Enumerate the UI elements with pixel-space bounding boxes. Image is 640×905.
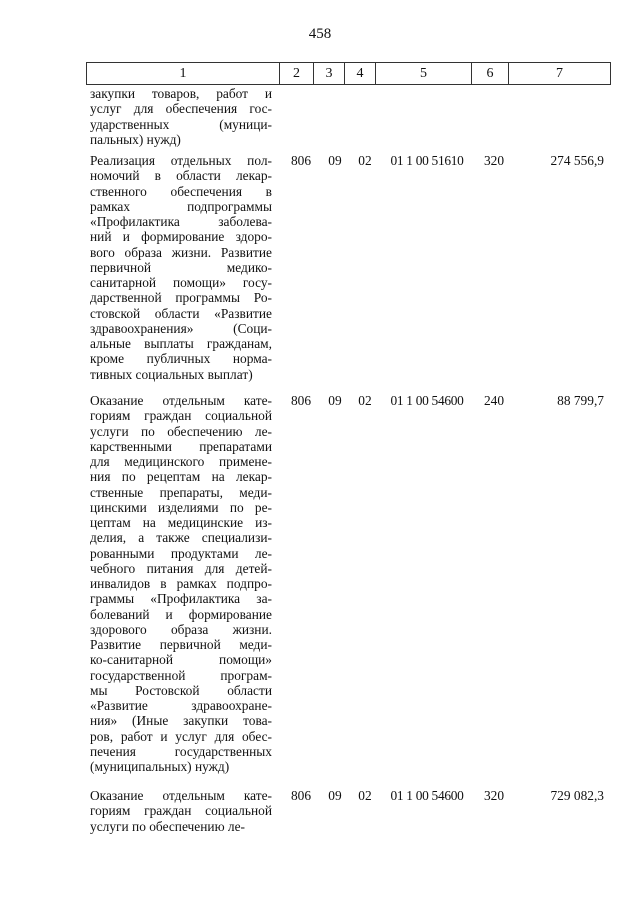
header-col-7: 7 [509,63,611,85]
description-line: болеваний и формирование [90,606,272,622]
header-col-3: 3 [314,63,345,85]
cell-section: 09 [328,788,342,803]
description-line: рамках подпрограммы [90,198,272,214]
description-line: карственными препаратами [90,438,272,454]
cell-subsection: 02 [358,788,372,803]
cell-ministry: 806 [290,153,312,168]
description-line: пальных) нужд) [90,131,181,147]
cell-section: 09 [328,393,342,408]
description-line: Оказание отдельным кате- [90,788,272,803]
description-line: ственные препараты, меди- [90,484,272,500]
cell-target-article: 01 1 00 54600 [390,788,464,803]
description-line: ров, работ и услуг для обес- [90,728,272,744]
description-line: закупки товаров, работ и [90,86,272,101]
description-line: Реализация отдельных пол- [90,153,272,168]
cell-target-article: 01 1 00 51610 [390,153,464,168]
description-line: ния» (Иные закупки това- [90,713,272,729]
header-col-4: 4 [345,63,376,85]
description-line: государственной програм- [90,667,272,683]
cell-ministry: 806 [290,393,312,408]
description-line: для медицинского примене- [90,454,272,469]
description-line: Оказание отдельным кате- [90,393,272,408]
cell-section: 09 [328,153,342,168]
description-line: услуги по обеспечению ле- [90,423,272,439]
header-row [87,63,611,85]
description-line: чебного питания для детей- [90,560,272,576]
row-description [90,86,272,147]
description-line: здорового образа жизни. [90,621,272,637]
description-line: «Развитие здравоохране- [90,698,272,713]
description-line: услуги по обеспечению ле- [90,818,246,834]
cell-expense-type: 240 [483,393,505,408]
description-line: услуг для обеспечения гос- [90,101,272,117]
cell-target-article: 01 1 00 54600 [390,393,464,408]
description-line: номочий в области лекар- [90,168,272,184]
description-line: ко-санитарной помощи» [90,652,272,668]
row-description [90,788,272,834]
description-line: альные выплаты гражданам, [90,336,272,351]
description-line: цинскими изделиями по ре- [90,499,272,515]
description-line: стовской области «Развитие [90,305,272,321]
description-line: санитарной помощи» госу- [90,275,272,290]
description-line: (муниципальных) нужд) [90,759,230,774]
row-description [90,393,272,774]
cell-amount: 729 082,3 [550,788,604,803]
description-line: гориям граждан социальной [90,803,272,819]
description-line: первичной медико- [90,259,272,275]
description-line: рованными продуктами ле- [90,545,272,561]
page-number: 458 [308,26,332,42]
description-line: здравоохранения» (Соци- [90,320,272,336]
description-line: гориям граждан социальной [90,408,272,424]
row-description [90,153,272,382]
description-line: ния по рецептам на лекар- [90,469,272,485]
cell-subsection: 02 [358,153,372,168]
cell-amount: 88 799,7 [557,393,604,408]
description-line: «Профилактика заболева- [90,214,272,229]
description-line: цептам на медицинские из- [90,515,272,530]
description-line: ний и формирование здоро- [90,229,272,245]
header-col-2: 2 [280,63,314,85]
cell-expense-type: 320 [483,788,505,803]
cell-amount: 274 556,9 [550,153,604,168]
cell-subsection: 02 [358,393,372,408]
description-line: вого образа жизни. Развитие [90,244,272,260]
description-line: кроме публичных норма- [90,351,272,367]
cell-expense-type: 320 [483,153,505,168]
header-col-1: 1 [87,63,280,85]
description-line: дарственной программы Ро- [90,290,272,306]
description-line: ударственных (муници- [90,116,272,132]
description-line: печения государственных [90,743,272,759]
description-line: тивных социальных выплат) [90,366,253,382]
description-line: мы Ростовской области [90,682,272,698]
header-col-6: 6 [472,63,509,85]
header-col-5: 5 [376,63,472,85]
cell-ministry: 806 [290,788,312,803]
description-line: делия, а также специализи- [90,530,272,546]
table-header [86,62,611,85]
description-line: ственного обеспечения в [90,183,272,199]
description-line: граммы «Профилактика за- [90,591,272,607]
description-line: инвалидов в рамках подпро- [90,576,272,591]
description-line: Развитие первичной меди- [90,637,272,652]
